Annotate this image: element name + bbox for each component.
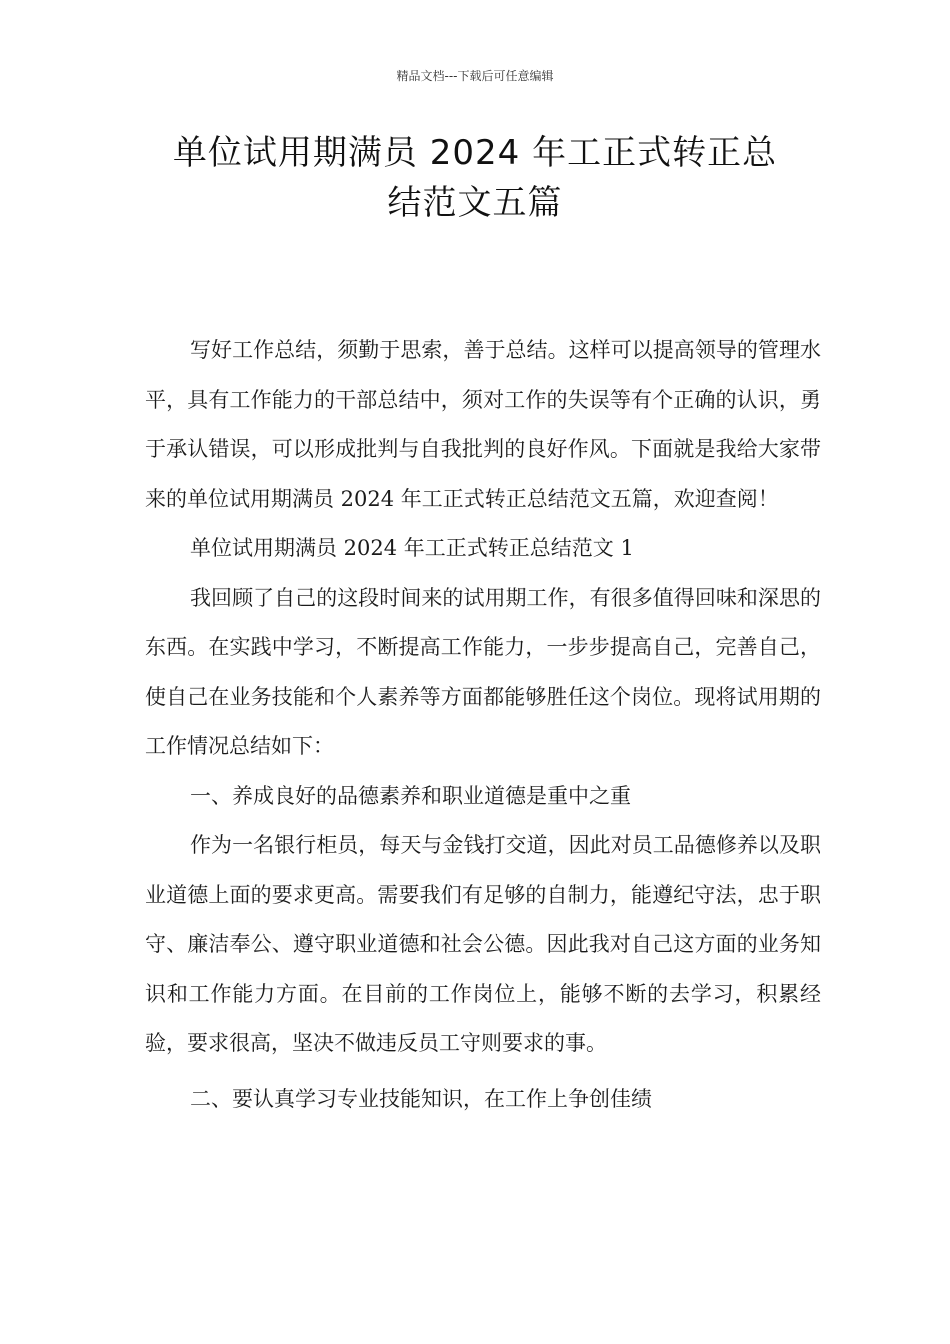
subsection-1-paragraph: 作为一名银行柜员，每天与金钱打交道，因此对员工品德修养以及职业道德上面的要求更高。需要我们有足够的自制力，能遵纪守法，忠于职守、廉洁奉公、遵守职业道德和社会公德。因此我对自己这方面的业务知识和工作能力方面。在目前的工作岗位上，能够不断的去学习，积累经验，要求很高，坚决不做违反员工守则要求的事。 xyxy=(145,833,821,1055)
subsection-heading-1: 一、养成良好的品德素养和职业道德是重中之重 xyxy=(190,783,631,808)
title-line-2: 结范文五篇 xyxy=(387,183,563,223)
document-body xyxy=(145,326,821,1124)
document-title xyxy=(130,128,820,228)
essay-1-paragraph: 我回顾了自己的这段时间来的试用期工作，有很多值得回味和深思的东西。在实践中学习，不断提高工作能力，一步步提高自己，完善自己，使自己在业务技能和个人素养等方面都能够胜任这个岗位。现将试用期的工作情况总结如下： xyxy=(145,585,821,758)
subsection-heading-2: 二、要认真学习专业技能知识，在工作上争创佳绩 xyxy=(190,1086,652,1111)
page-header: 精品文档---下载后可任意编辑 xyxy=(396,69,554,83)
intro-paragraph: 写好工作总结，须勤于思索，善于总结。这样可以提高领导的管理水平，具有工作能力的干部总结中，须对工作的失误等有个正确的认识，勇于承认错误，可以形成批判与自我批判的良好作风。下面就是我给大家带来的单位试用期满员 2024 年工正式转正总结范文五篇，欢迎查阅！ xyxy=(145,338,821,511)
section-heading-essay-1: 单位试用期满员 2024 年工正式转正总结范文 1 xyxy=(190,536,634,560)
title-line-1: 单位试用期满员 2024 年工正式转正总 xyxy=(172,133,778,173)
